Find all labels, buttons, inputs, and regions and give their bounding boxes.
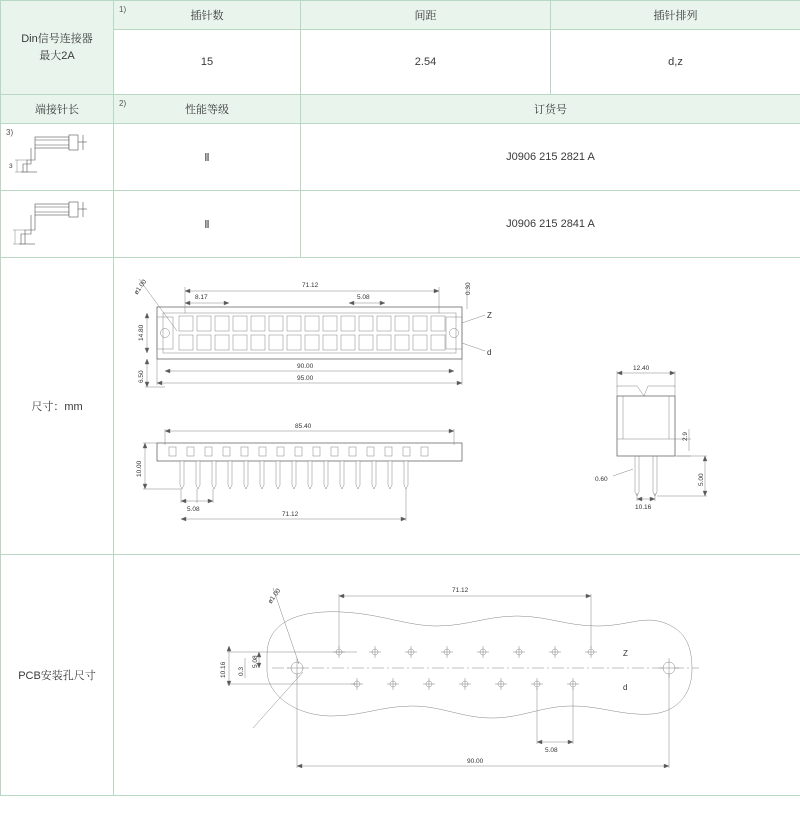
- header-termination-length: 端接针长: [1, 95, 114, 124]
- pin-profile-cell-2: [1, 191, 114, 258]
- value-pin-arrangement: d,z: [551, 30, 800, 95]
- dim-5-08-pcb-v: 5.08: [252, 655, 259, 668]
- dim-10-00: 10.00: [136, 460, 143, 477]
- value-pin-count: 15: [114, 30, 301, 95]
- header-performance-level: [114, 95, 301, 124]
- dim-85-40: 85.40: [295, 423, 312, 430]
- dim-10-16-pcb: 10.16: [220, 661, 227, 678]
- dim-5-08-top: 5.08: [357, 294, 370, 301]
- table-row: [1, 124, 800, 191]
- product-label-cell: [1, 1, 114, 95]
- dimensions-label: 尺寸：mm: [1, 258, 114, 555]
- pin-profile-drawing-1: [7, 129, 107, 185]
- pin-profile-drawing-2: [7, 196, 107, 252]
- pcb-hole-drawing: [117, 560, 797, 790]
- dim-6-50: 6.50: [138, 370, 145, 383]
- dim-diameter-top: ø1.00: [132, 278, 149, 297]
- value-pitch: 2.54: [301, 30, 551, 95]
- dimensions-drawing-cell: [114, 258, 800, 555]
- dim-90-00-pcb: 90.00: [467, 758, 484, 765]
- header-pin-count: [114, 1, 301, 30]
- dim-95-00: 95.00: [297, 375, 314, 382]
- marker-z-top: Z: [487, 311, 492, 320]
- header-performance-level-label: 性能等级: [185, 104, 229, 116]
- dimension-drawings: [117, 261, 797, 551]
- footnote-marker-1: 1): [119, 5, 127, 14]
- top-view-drawing: [133, 278, 492, 387]
- dim-0-30: 0.30: [465, 282, 472, 295]
- dim-5-08-pcb-h: 5.08: [545, 747, 558, 754]
- svg-text:3: 3: [9, 163, 13, 170]
- dim-71-12-top: 71.12: [302, 282, 319, 289]
- dim-90-00-top: 90.00: [297, 363, 314, 370]
- header-pin-count-label: 插针数: [190, 10, 224, 22]
- pin-profile-cell-1: [1, 124, 114, 191]
- dim-14-80: 14.80: [138, 324, 145, 341]
- header-pitch: 间距: [301, 1, 551, 30]
- side-view-drawing: [136, 423, 462, 521]
- marker-d-top: d: [487, 348, 492, 357]
- product-label-line2: 最大2A: [39, 49, 75, 62]
- table-row: [1, 95, 800, 124]
- footnote-marker-2: 2): [119, 99, 127, 108]
- dim-0-60: 0.60: [595, 476, 608, 483]
- dim-10-16-end: 10.16: [635, 504, 652, 511]
- pcb-label: PCB安装孔尺寸: [1, 555, 114, 796]
- value-performance-level-2: Ⅱ: [114, 191, 301, 258]
- marker-d-pcb: d: [623, 683, 628, 692]
- value-performance-level-1: Ⅱ: [114, 124, 301, 191]
- dim-8-17: 8.17: [195, 294, 208, 301]
- footnote-marker-3: 3): [6, 128, 14, 137]
- value-order-number-1: J0906 215 2821 A: [301, 124, 800, 191]
- table-row: [1, 1, 800, 30]
- dim-diameter-pcb: ø1.00: [266, 587, 283, 606]
- dim-71-12-pcb: 71.12: [452, 587, 469, 594]
- end-view-drawing: [595, 365, 707, 511]
- table-row: [1, 191, 800, 258]
- value-order-number-2: J0906 215 2841 A: [301, 191, 800, 258]
- table-row: [1, 555, 800, 796]
- dim-5-08-side: 5.08: [187, 506, 200, 513]
- header-pin-arrangement: 插针排列: [551, 1, 800, 30]
- pcb-drawing-cell: [114, 555, 800, 796]
- dim-5-00: 5.00: [698, 473, 705, 486]
- marker-z-pcb: Z: [623, 649, 628, 658]
- table-row: [1, 30, 800, 95]
- header-order-number: 订货号: [301, 95, 800, 124]
- dim-0-3-pcb: 0.3: [238, 666, 245, 676]
- dim-12-40: 12.40: [633, 365, 650, 372]
- product-label-line1: Din信号连接器: [21, 33, 93, 45]
- dim-2-9: 2.9: [682, 431, 689, 441]
- table-row: [1, 258, 800, 555]
- dim-71-12-side: 71.12: [282, 511, 299, 518]
